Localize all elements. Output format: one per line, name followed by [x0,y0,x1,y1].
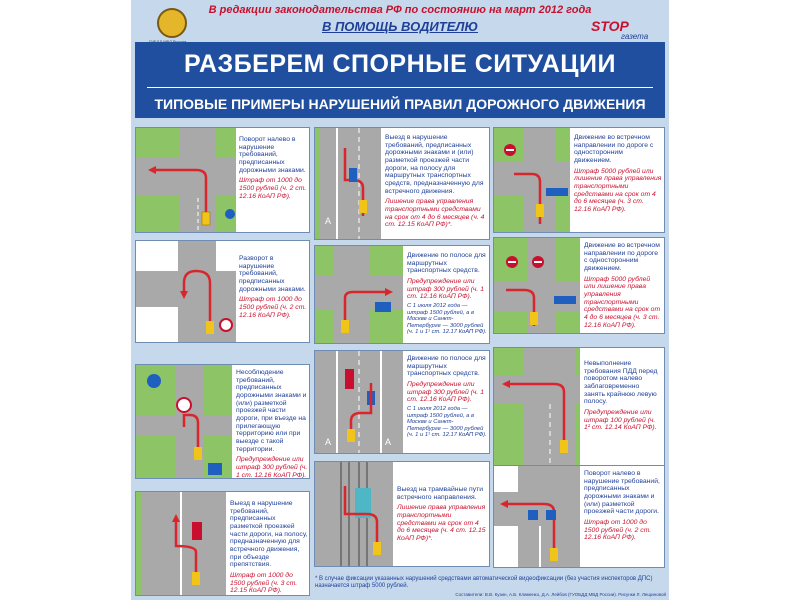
case-panel-12 [493,465,665,568]
case-panel-7 [135,364,310,479]
violation-description: Движение во встречном направлении по дороге с односторонним движением. [584,242,660,273]
page-title: РАЗБЕРЕМ СПОРНЫЕ СИТУАЦИИ [184,50,616,78]
brand-gazeta: газета [621,32,649,41]
penalty-text: Лишение права управления транспортными средствами на срок от 4 до 6 месяцев (ч. 4 ст. 12.15 КоАП РФ)*. [397,504,486,543]
title-banner [135,42,665,118]
violation-description: Несоблюдение требований, предписанных дорожными знаками и (или) разметкой проезжей части дороги, при въезде на прилегающую территорию или при выезде с такой территории. [236,369,307,453]
edition-note: В редакции законодательства РФ по состоянию на март 2012 года [208,4,592,16]
poster [131,0,669,600]
penalty-note: С 1 июля 2012 года — штраф 1500 рублей, а в Москве и Санкт-Петербурге — 3000 рублей (ч. 1 и 1¹ ст. 12.17 КоАП РФ). [407,406,487,439]
left-lane-diagram-icon [494,348,580,468]
case-text-6 [584,242,662,329]
case-panel-3 [493,127,665,233]
penalty-text: Штраф от 1000 до 1500 рублей (ч. 2 ст. 12.16 КоАП РФ). [239,296,307,319]
brand-stop: STOP [591,18,629,34]
page-subtitle: ТИПОВЫЕ ПРИМЕРЫ НАРУШЕНИЙ ПРАВИЛ ДОРОЖНОГО ДВИЖЕНИЯ [154,96,646,112]
bus-lane-lane-change-diagram-icon [315,351,403,453]
violation-description: Невыполнение требования ПДД перед поворотом налево заблаговременно занять крайнюю левую полосу. [584,360,658,406]
bus-lane-diagram-icon [315,128,381,239]
intersection-diagram-icon [136,128,236,232]
case-text-9 [584,360,662,432]
case-panel-1 [135,127,310,233]
violation-description: Выезд на трамвайные пути встречного направления. [397,486,484,501]
violation-description: Выезд в нарушение требований, предписанных разметкой проезжей части дороги, на полосу, предназначенную для встречного движения, при объезде препятствия. [230,500,308,569]
penalty-text: Штраф от 1000 до 1500 рублей (ч. 2 ст. 12.16 КоАП РФ). [584,519,652,542]
penalty-text: Предупреждение или штраф 100 рублей (ч. 1¹ ст. 12.14 КоАП РФ). [584,409,657,432]
u-turn-diagram-icon [136,241,236,342]
penalty-text: Предупреждение или штраф 300 рублей (ч. 1 ст. 12.16 КоАП РФ). [236,456,308,479]
case-panel-5 [314,245,490,344]
violation-description: Поворот налево в нарушение требований, предписанных дорожными знаками и (или) разметкой проезжей части дороги. [584,470,660,516]
case-panel-4 [135,240,310,343]
case-text-1 [239,136,307,200]
case-text-12 [584,470,662,542]
bus-lane-turn-diagram-icon [315,246,403,343]
penalty-text: Предупреждение или штраф 300 рублей (ч. 1 ст. 12.16 КоАП РФ). [407,381,484,404]
one-way-diagram-icon [494,128,570,232]
case-text-5 [407,252,487,336]
violation-description: Разворот в нарушение требований, предписанных дорожными знаками. [239,255,306,293]
penalty-text: Штраф 5000 рублей или лишение права управления транспортными средствами на срок от 4 до 6 месяцев (ч. 3 ст. 12.16 КоАП РФ). [584,275,661,329]
penalty-text: Лишение права управления транспортными средствами на срок от 4 до 6 месяцев (ч. 4 ст. 12.15 КоАП РФ)*. [385,198,485,229]
case-text-11 [397,486,487,543]
violation-description: Движение во встречном направлении по дороге с односторонним движением. [574,134,654,165]
penalty-text: Предупреждение или штраф 300 рублей (ч. 1 ст. 12.16 КоАП РФ). [407,278,484,301]
violation-description: Поворот налево в нарушение требований, предписанных дорожными знаками. [239,136,306,174]
svg-text:A: A [385,437,392,447]
penalty-text: Штраф от 1000 до 1500 рублей (ч. 3 ст. 12.15 КоАП РФ). [230,572,298,595]
one-way-exit-diagram-icon [494,238,580,333]
case-text-8 [407,355,487,439]
footnote: * В случае фиксации указанных нарушений средствами автоматической видеофиксации (без участия инспекторов ДПС) назначается штраф 5000 рублей. [315,576,653,589]
case-panel-10 [135,491,310,596]
driveway-diagram-icon [136,365,232,478]
case-text-2 [385,134,487,229]
obstacle-diagram-icon [136,492,226,595]
violation-description: Движение по полосе для маршрутных транспортных средств. [407,355,486,378]
case-text-7 [236,369,308,479]
left-turn-marking-diagram-icon [494,466,580,567]
case-panel-8 [314,350,490,454]
banner-divider [147,87,653,88]
header-subtitle: В ПОМОЩЬ ВОДИТЕЛЮ [321,19,479,34]
penalty-note: С 1 июля 2012 года — штраф 1500 рублей, а в Москве и Санкт-Петербурге — 3000 рублей (ч. 1 и 1¹ ст. 12.17 КоАП РФ). [407,303,487,336]
case-text-4 [239,255,307,319]
penalty-text: Штраф от 1000 до 1500 рублей (ч. 2 ст. 12.16 КоАП РФ). [239,177,307,200]
case-panel-11 [314,461,490,567]
case-text-3 [574,134,662,214]
svg-text:A: A [325,437,332,447]
penalty-text: Штраф 5000 рублей или лишение права управления транспортными средствами на срок от 4 до 6 месяцев (ч. 3 ст. 12.16 КоАП РФ). [574,167,662,214]
tram-tracks-diagram-icon [315,462,393,566]
case-panel-6 [493,237,665,334]
case-panel-2 [314,127,490,240]
svg-text:A: A [325,216,332,226]
violation-description: Выезд в нарушение требований, предписанных дорожными знаками и (или) разметкой проезжей части дороги, на полосу для маршрутных транспортных средств, предназначенную для встречного движения. [385,134,484,195]
case-panel-9 [493,347,665,469]
credits: Составители: В.В. Кузин, А.Б. Клименко, Д.А. Лейбов (ГУОБДД МВД России). Рисунки Л. Лещиновой [455,592,666,597]
violation-description: Движение по полосе для маршрутных транспортных средств. [407,252,486,275]
case-text-10 [230,500,308,595]
